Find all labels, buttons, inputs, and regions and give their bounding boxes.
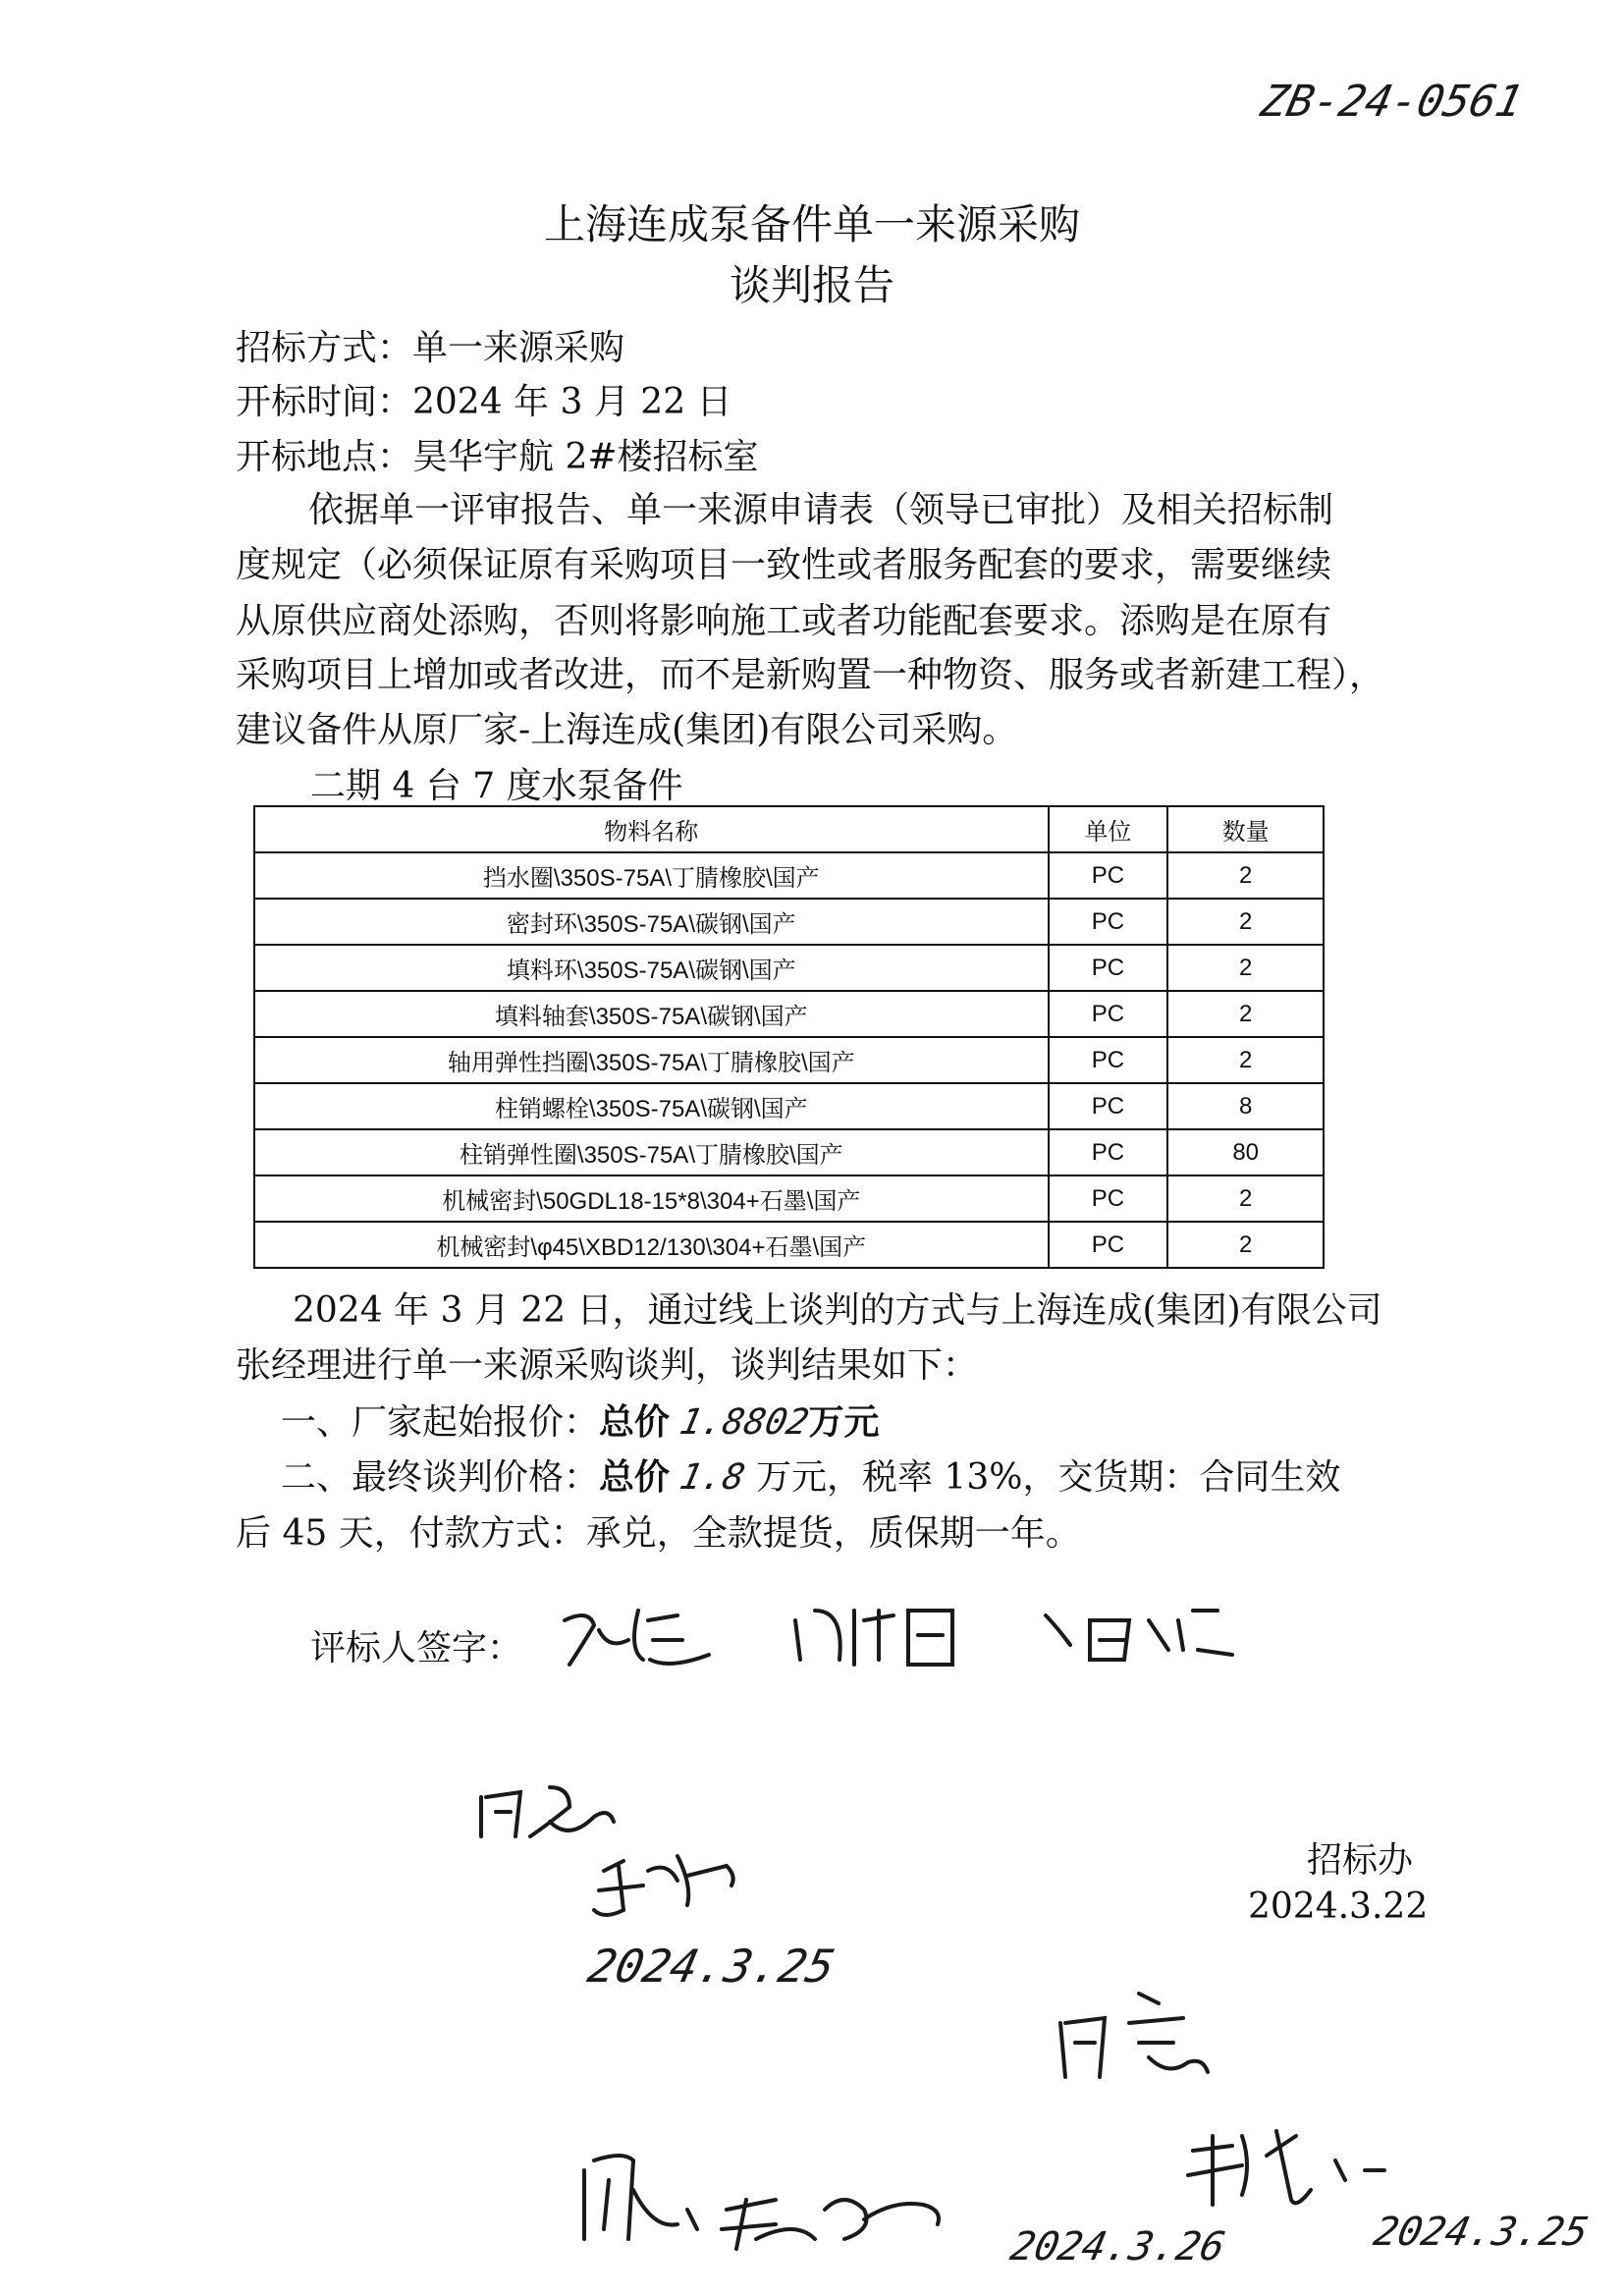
evaluator-signature-label: 评标人签字： [310,1628,523,1668]
cell-material-name: 机械密封\φ45\XBD12/130\304+石墨\国产 [254,1222,1049,1268]
evaluator-signature-3 [1046,1611,1232,1660]
approval-note-2 [1060,1994,1384,2205]
approval-signature-3 [584,2156,939,2249]
header-name: 物料名称 [254,806,1049,852]
cell-material-name: 挡水圈\350S-75A\丁腈橡胶\国产 [254,852,1049,899]
paragraph-line: 采购项目上增加或者改进，而不是新购置一种物资、服务或者新建工程）， [236,655,1385,695]
initial-quote-total: 总价 [599,1402,671,1443]
paragraph-line: 建议备件从原厂家-上海连成(集团)有限公司采购。 [236,710,1018,750]
cell-unit: PC [1049,1175,1168,1222]
cell-material-name: 填料环\350S-75A\碳钢\国产 [254,945,1049,991]
result-intro-2: 张经理进行单一来源采购谈判，谈判结果如下： [236,1345,979,1386]
evaluator-signature-2 [795,1611,952,1665]
approval-note-1 [481,1787,733,1915]
document-number: ZB-24-0561 [1256,77,1528,127]
cell-material-name: 轴用弹性挡圈\350S-75A\丁腈橡胶\国产 [254,1037,1049,1083]
header-qty: 数量 [1167,806,1324,852]
cell-unit: PC [1049,1037,1168,1083]
issuing-office: 招标办 [1307,1840,1414,1881]
cell-unit: PC [1049,852,1168,899]
header-unit: 单位 [1049,806,1168,852]
final-price-value: 1.8 [677,1457,749,1498]
cell-quantity: 8 [1167,1083,1324,1129]
approval-date-1: 2024.3.25 [583,1940,839,1993]
cell-unit: PC [1049,1129,1168,1175]
cell-material-name: 机械密封\50GDL18-15*8\304+石墨\国产 [254,1175,1049,1222]
cell-unit: PC [1049,899,1168,945]
cell-unit: PC [1049,1222,1168,1268]
evaluator-signature-1 [565,1611,709,1665]
final-price-terms-2: 后 45 天，付款方式：承兑，全款提货，质保期一年。 [236,1513,1081,1554]
title-line-1: 上海连成泵备件单一来源采购 [543,200,1080,248]
cell-material-name: 柱销弹性圈\350S-75A\丁腈橡胶\国产 [254,1129,1049,1175]
initial-quote-value: 1.8802 [677,1402,813,1443]
cell-unit: PC [1049,991,1168,1037]
approval-date-3: 2024.3.26 [1006,2224,1229,2269]
cell-quantity: 2 [1167,852,1324,899]
final-price-total: 总价 [599,1457,671,1498]
paragraph-line: 度规定（必须保证原有采购项目一致性或者服务配套的要求，需要继续 [236,545,1332,585]
result-intro-1: 2024 年 3 月 22 日，通过线上谈判的方式与上海连成(集团)有限公司 [293,1290,1382,1331]
cell-unit: PC [1049,945,1168,991]
cell-quantity: 2 [1167,1175,1324,1222]
cell-quantity: 2 [1167,899,1324,945]
table-caption: 二期 4 台 7 度水泵备件 [310,766,683,806]
approval-date-2: 2024.3.25 [1370,2210,1593,2255]
title-line-2: 谈判报告 [729,261,894,309]
cell-unit: PC [1049,1083,1168,1129]
final-price-terms: 万元，税率 13%，交货期：合同生效 [755,1457,1341,1498]
cell-quantity: 2 [1167,1222,1324,1268]
cell-material-name: 填料轴套\350S-75A\碳钢\国产 [254,991,1049,1037]
cell-quantity: 2 [1167,991,1324,1037]
cell-quantity: 80 [1167,1129,1324,1175]
paragraph-line: 从原供应商处添购，否则将影响施工或者功能配套要求。添购是在原有 [236,601,1332,641]
initial-quote-label: 一、厂家起始报价： [281,1402,600,1443]
opening-time: 开标时间：2024 年 3 月 22 日 [236,382,732,422]
initial-quote-unit: 万元 [808,1402,880,1443]
cell-quantity: 2 [1167,945,1324,991]
issuing-date: 2024.3.22 [1248,1886,1429,1927]
cell-material-name: 密封环\350S-75A\碳钢\国产 [254,899,1049,945]
final-price-label: 二、最终谈判价格： [281,1457,600,1498]
opening-place: 开标地点：昊华宇航 2#楼招标室 [236,437,759,477]
paragraph-line: 依据单一评审报告、单一来源申请表（领导已审批）及相关招标制 [308,490,1334,530]
cell-quantity: 2 [1167,1037,1324,1083]
bidding-method: 招标方式：单一来源采购 [236,328,625,368]
cell-material-name: 柱销螺栓\350S-75A\碳钢\国产 [254,1083,1049,1129]
